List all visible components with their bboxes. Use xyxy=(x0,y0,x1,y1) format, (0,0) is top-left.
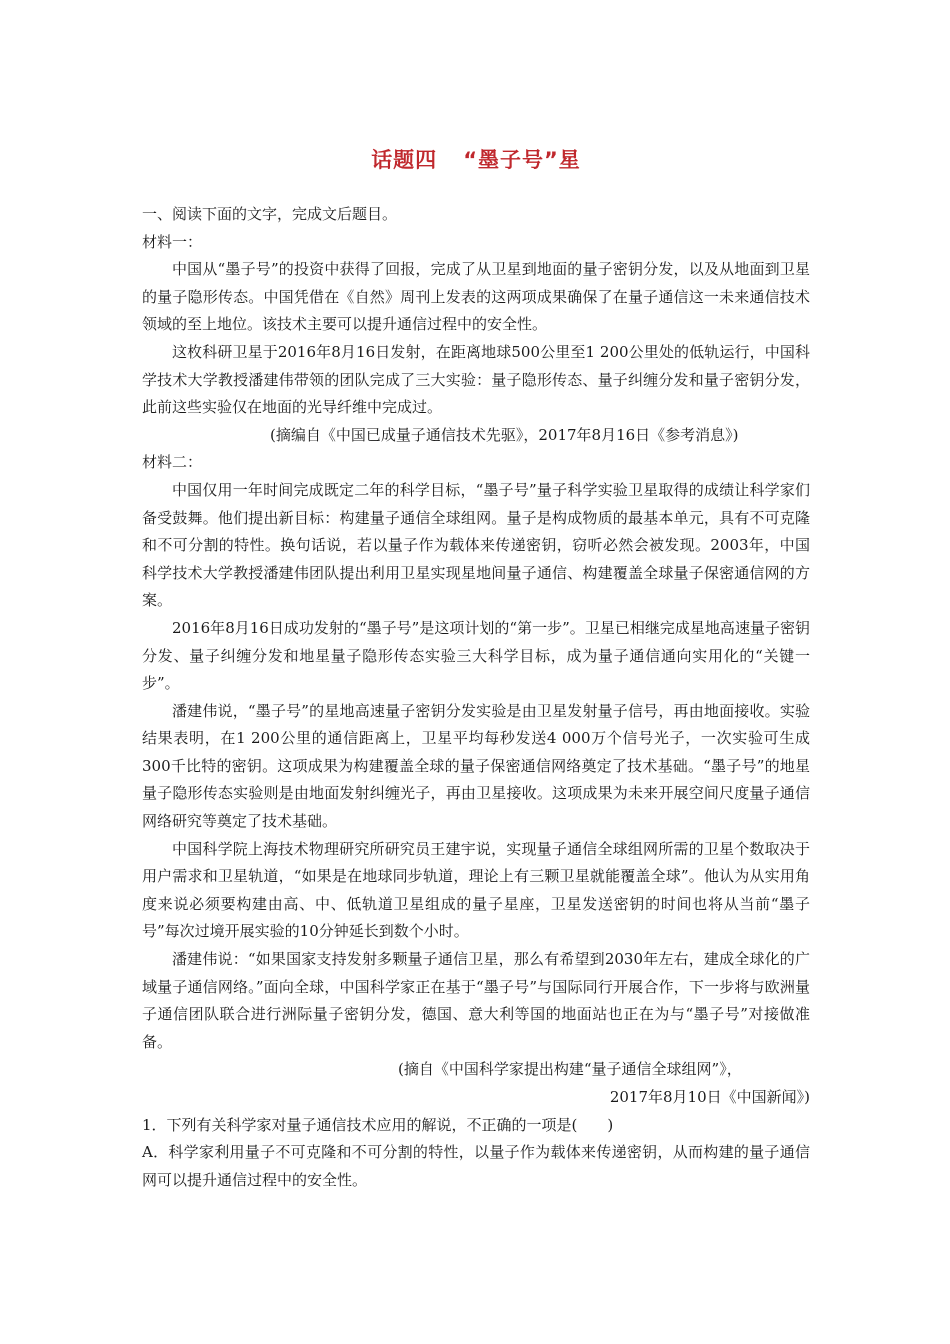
material2-paragraph: 潘建伟说，“墨子号”的星地高速量子密钥分发实验是由卫星发射量子信号，再由地面接收。实验结果表明，在1 200公里的通信距离上，卫星平均每秒发送4 000万个信号光子，一次实验可生成300千比特的密钥。这项成果为构建覆盖全球的量子保密通信网络奠定了技术基础。“墨子号”的地星量子隐形传态实验则是由地面发射纠缠光子，再由卫星接收。这项成果为未来开展空间尺度量子通信网络研究等奠定了技术基础。 xyxy=(142,701,810,831)
material1-paragraph: 这枚科研卫星于2016年8月16日发射，在距离地球500公里至1 200公里处的低轨运行，中国科学技术大学教授潘建伟带领的团队完成了三大实验：量子隐形传态、量子纠缠分发和量子密钥分发，此前这些实验仅在地面的光导纤维中完成过。 xyxy=(142,342,810,417)
title-subject: “墨子号”星 xyxy=(463,148,581,172)
material1-source: (摘编自《中国已成量子通信技术先驱》，2017年8月16日《参考消息》) xyxy=(270,425,739,444)
title-topic: 话题四 xyxy=(371,148,438,172)
material2-paragraph: 2016年8月16日成功发射的“墨子号”是这项计划的“第一步”。卫星已相继完成星地高速量子密钥分发、量子纠缠分发和地星量子隐形传态实验三大科学目标，成为量子通信通向实用化的“关键一步”。 xyxy=(142,618,810,693)
question1-option-a: A．科学家利用量子不可克隆和不可分割的特性，以量子作为载体来传递密钥，从而构建的量子通信网可以提升通信过程中的安全性。 xyxy=(142,1143,810,1189)
material2-paragraph: 中国科学院上海技术物理研究所研究员王建宇说，实现量子通信全球组网所需的卫星个数取决于用户需求和卫星轨道，“如果是在地球同步轨道，理论上有三颗卫星就能覆盖全球”。他认为从实用角度来说必须要构建由高、中、低轨道卫星组成的量子星座，卫星发送密钥的时间也将从当前“墨子号”每次过境开展实验的10分钟延长到数个小时。 xyxy=(142,839,810,941)
question1-stem: 1．下列有关科学家对量子通信技术应用的解说，不正确的一项是( ) xyxy=(142,1115,614,1134)
material2-source-line2: 2017年8月10日《中国新闻》) xyxy=(609,1088,810,1106)
page-title xyxy=(142,144,810,174)
material1-paragraph: 中国从“墨子号”的投资中获得了回报，完成了从卫星到地面的量子密钥分发，以及从地面到卫星的量子隐形传态。中国凭借在《自然》周刊上发表的这两项成果确保了在量子通信这一未来通信技术领域的至上地位。该技术主要可以提升通信过程中的安全性。 xyxy=(142,260,810,334)
material2-paragraph: 中国仅用一年时间完成既定二年的科学目标，“墨子号”量子科学实验卫星取得的成绩让科学家们备受鼓舞。他们提出新目标：构建量子通信全球组网。量子是构成物质的最基本单元，具有不可克隆和不可分割的特性。换句话说，若以量子作为载体来传递密钥，窃听必然会被发现。2003年，中国科学技术大学教授潘建伟团队提出利用卫星实现星地间量子通信、构建覆盖全球量子保密通信网的方案。 xyxy=(142,480,810,610)
section-instruction: 一、阅读下面的文字，完成文后题目。 xyxy=(142,205,398,223)
material2-source-line1: (摘自《中国科学家提出构建“量子通信全球组网”》， xyxy=(398,1060,742,1079)
material2-paragraph: 潘建伟说：“如果国家支持发射多颗量子通信卫星，那么有希望到2030年左右，建成全球化的广域量子通信网络。”面向全球，中国科学家正在基于“墨子号”与国际同行开展合作，下一步将与欧洲量子通信团队联合进行洲际量子密钥分发，德国、意大利等国的地面站也正在为与“墨子号”对接做准备。 xyxy=(142,950,810,1051)
material1-heading: 材料一： xyxy=(142,232,203,251)
material2-heading: 材料二： xyxy=(142,453,203,472)
document-body xyxy=(142,201,810,1194)
